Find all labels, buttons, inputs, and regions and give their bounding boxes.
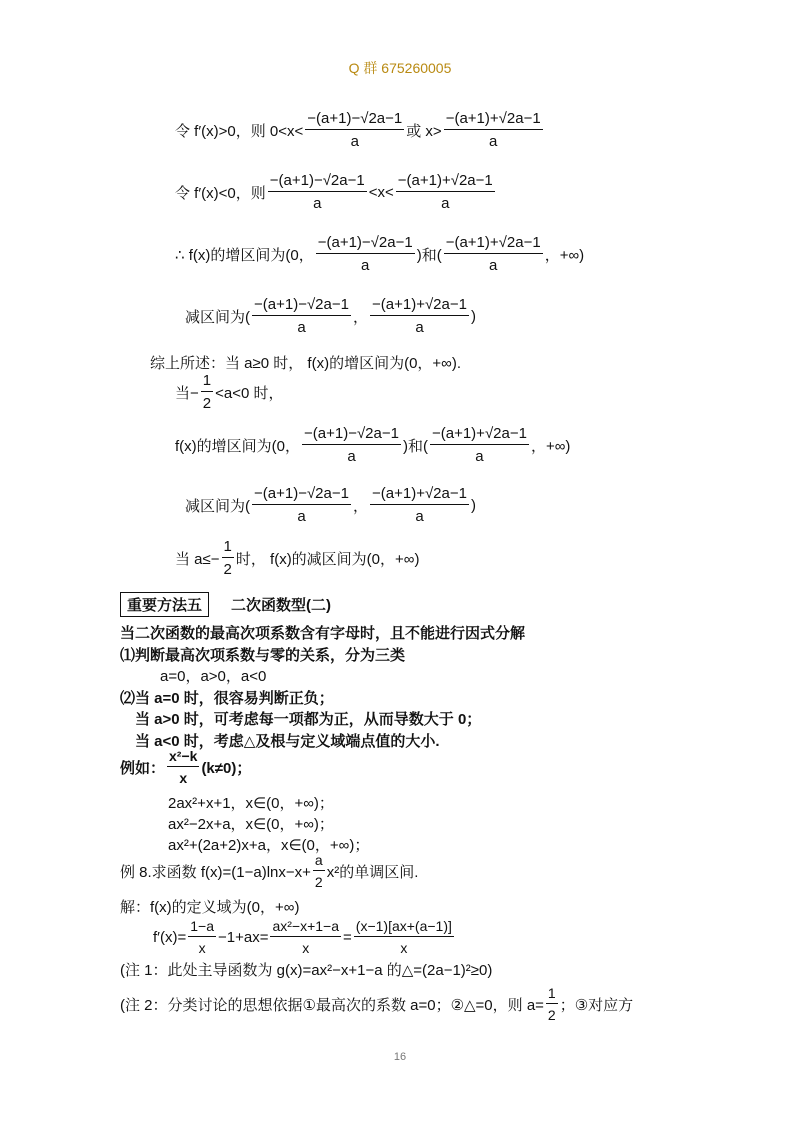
example-function-4: ax²+(2a+2)x+a，x∈(0，+∞)； — [168, 837, 370, 854]
line-increasing-intervals — [175, 234, 584, 274]
fraction: $\frac{-(a+1)+√2a-1}{a}$ — [431, 425, 527, 465]
fraction: $\frac{\text{x²−k}}{x}$ — [169, 748, 198, 786]
method-step-1: ⑴判断最高次项系数与零的关系，分为三类 — [120, 647, 406, 664]
fraction: $\frac{-(a+1)-√2a-1}{a}$ — [269, 172, 365, 212]
fraction: $\frac{-(a+1)-√2a-1}{a}$ — [254, 296, 349, 336]
fraction: $\frac{-(a+1)+√2a-1}{a}$ — [372, 296, 467, 336]
text: 例如： — [120, 759, 166, 777]
fraction: $\frac{-(a+1)-√2a-1}{a}$ — [317, 234, 413, 274]
line-derivative-negative — [175, 172, 497, 212]
text: <a<0 时， — [215, 384, 284, 402]
method-step-2: ⑵当 a=0 时，很容易判断正负； — [120, 690, 334, 707]
text: 时， f(x)的减区间为(0，+∞) — [235, 550, 420, 568]
text: 减区间为( — [185, 308, 250, 326]
section-title: 二次函数型(二) — [231, 597, 332, 614]
header-watermark: Q 群 675260005 — [348, 60, 452, 76]
page-number: 16 — [393, 1051, 407, 1063]
method-cases: a=0，a>0，a<0 — [160, 668, 267, 685]
line-derivative-positive — [175, 110, 545, 150]
section-heading — [120, 592, 331, 617]
text: x²的单调区间. — [326, 863, 419, 881]
fraction: $\frac{-(a+1)-√2a-1}{a}$ — [254, 485, 349, 525]
text: 当− — [175, 384, 199, 402]
text: −1+ax= — [217, 928, 269, 946]
text: ∴ f(x)的增区间为(0， — [175, 246, 314, 264]
text: 或 x> — [406, 122, 442, 140]
text: f(x)的增区间为(0， — [175, 437, 300, 455]
fraction: $\frac{-(a+1)+√2a-1}{a}$ — [445, 234, 541, 274]
fraction: $\frac{\text{ax²−x+1−a}}{x}$ — [272, 918, 340, 956]
text: ， — [352, 497, 368, 515]
solution-derivative — [153, 918, 456, 956]
fraction: $\frac{-(a+1)-√2a-1}{a}$ — [307, 110, 403, 150]
line-increasing-intervals-2 — [175, 425, 570, 465]
text: f′(x)= — [153, 928, 187, 946]
fraction: $\frac{1}{2}$ — [547, 985, 556, 1023]
fraction: $\frac{-(a+1)+√2a-1}{a}$ — [445, 110, 541, 150]
summary-line: 综上所述：当 a≥0 时， f(x)的增区间为(0，+∞). — [150, 355, 462, 372]
text: (注 2：分类讨论的思想依据①最高次的系数 a=0；②△=0，则 a= — [120, 996, 544, 1014]
note-2 — [120, 985, 633, 1023]
fraction: $\frac{1}{2}$ — [202, 372, 212, 412]
note-1: (注 1：此处主导函数为 g(x)=ax²−x+1−a 的△=(2a−1)²≥0) — [120, 962, 493, 979]
method-intro: 当二次函数的最高次项系数含有字母时，且不能进行因式分解 — [120, 625, 526, 642]
line-decreasing-interval-2 — [185, 485, 476, 525]
text: 例 8.求函数 f(x)=(1−a)lnx−x+ — [120, 863, 311, 881]
text: ) — [470, 307, 476, 325]
fraction: $\frac{-(a+1)+√2a-1}{a}$ — [372, 485, 467, 525]
example-line — [120, 748, 251, 786]
fraction: $\frac{a}{2}$ — [314, 852, 323, 890]
line-case-a-small — [175, 538, 419, 578]
example-8-problem — [120, 852, 418, 890]
text: = — [343, 928, 352, 946]
fraction: $\frac{1}{2}$ — [223, 538, 232, 578]
text: )和( — [402, 437, 428, 455]
fraction: $\frac{1-a}{x}$ — [190, 918, 214, 956]
text: ， — [352, 308, 368, 326]
method-positive-case: 当 a>0 时，可考虑每一项都为正，从而导数大于 0； — [135, 711, 482, 728]
section-label-box: 重要方法五 — [120, 592, 209, 617]
fraction: $\frac{(x-1)[ax+(a-1)]}{x}$ — [355, 918, 452, 956]
text: 令 f′(x)>0，则 0<x< — [175, 122, 304, 140]
text: ) — [470, 496, 476, 514]
text: (k≠0)； — [201, 759, 252, 777]
method-negative-case: 当 a<0 时，考虑△及根与定义域端点值的大小. — [135, 733, 440, 750]
line-case-a-range — [175, 372, 283, 412]
text: )和( — [416, 246, 442, 264]
text: ，+∞) — [530, 437, 571, 455]
fraction: $\frac{-(a+1)-√2a-1}{a}$ — [304, 425, 399, 465]
text: ，+∞) — [544, 246, 585, 264]
text: 减区间为( — [185, 497, 250, 515]
text: ；③对应方 — [559, 996, 634, 1014]
example-function-3: ax²−2x+a，x∈(0，+∞)； — [168, 816, 334, 833]
text: 令 f′(x)<0，则 — [175, 184, 266, 202]
solution-domain: 解：f(x)的定义域为(0，+∞) — [120, 899, 300, 916]
text: 当 a≤− — [175, 550, 220, 568]
text: <x< — [368, 183, 394, 201]
fraction: $\frac{-(a+1)+√2a-1}{a}$ — [397, 172, 493, 212]
example-function-2: 2ax²+x+1，x∈(0，+∞)； — [168, 795, 334, 812]
line-decreasing-interval — [185, 296, 476, 336]
